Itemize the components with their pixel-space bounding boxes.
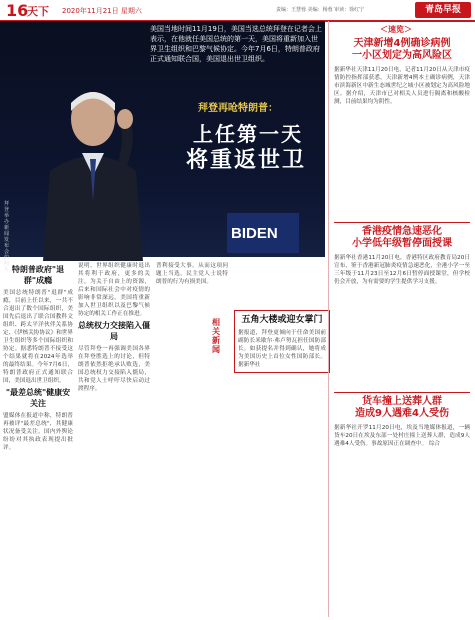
brief-headline-1: 天津新增4例确诊病例 一小区划定为高风险区	[352, 38, 452, 61]
brief-divider-1	[334, 222, 470, 223]
headline-kicker: 拜登再呛特朗普：	[198, 103, 278, 114]
body-text-3: 说明，世界组织健康时退出其将利于政府，更多的关注，为关于自由上的资源，后来和国际社会中对疫情的影响非常深远。美国将重新加入世卫组织以及巴黎气候协定的相关工作正在推进。	[78, 263, 150, 317]
photo-caption: 美国当地时间11月19日，美国当选总统拜登在记者会上表示，在他就任美国总统的第一天，美国将重新加入世界卫生组织和巴黎气候协定。今年7月6日，特朗普政府正式通知联合国，美国退出世卫组织。	[150, 25, 322, 63]
box-text: 据报道，拜登更倾向于任命美国前副防长米歇尔·弗卢努瓦担任国防部长。如获提名并得到确认，她将成为美国历史上首位女性国防部长。据新华社	[238, 330, 326, 368]
page-number: 16	[6, 1, 29, 20]
box-headline: 五角大楼或迎女掌门	[241, 315, 323, 325]
brief-text-1: 据新华社天津11月20日电，记者11月20日从天津市疫情防控指挥部获悉，天津新增4例本土确诊病例，天津市滨海新区中新生态城世纪之城小区被划定为高风险地区。据介绍，天津市已对相关人员进行隔离和核酸检测，目前结果均为阴性。	[334, 67, 470, 105]
section-heading: 特朗普政府"退群"成瘾	[11, 265, 65, 285]
article-column-1	[3, 262, 73, 617]
issue-date: 2020年11月21日 星期六	[62, 7, 142, 15]
brief-text-2: 据新华社香港11月20日电，香港特区政府教育局20日宣布，鉴于香港新冠肺炎疫情急速恶化，全港小学一至三年级于11月23日至12月6日暂停面授课堂，但学校仍会开放，为有需要的学生提供学习支援。	[334, 255, 470, 285]
section-heading-2: "最差总统"健康安关注	[5, 388, 71, 408]
page-header	[0, 0, 475, 22]
brief-text-3: 据新华社开罗11月20日电，埃及当地媒体报道，一辆货车20日在埃及东部一处村庄撞上送葬人群，造成9人遇难4人受伤。事故原因正在调查中。 综合	[334, 425, 470, 447]
campaign-sign	[227, 213, 299, 253]
newspaper-logo: 青岛早报	[415, 2, 471, 18]
body-text-2: 盟媒体在报道中称，特朗普再被评"最差总统"，其健康状况备受关注。国内外舆论纷纷对其执政表现提出批评。	[3, 413, 73, 451]
headline-line1: 上任第一天	[193, 122, 303, 146]
body-text-4: 尽管拜登一再强调美国各界在拜登胜选上的讨论，但特朗普依然拒绝承认败选，美国总统权力交接陷入僵局，共和党人士呼吁尽快启动过渡程序。	[78, 346, 150, 392]
headline-line2: 将重返世卫	[186, 148, 307, 173]
brief-section-tag: ＜速览＞	[380, 25, 412, 34]
section-name: 天下	[27, 5, 49, 18]
article-column-3	[156, 262, 228, 617]
sign-text: BIDEN	[231, 225, 278, 242]
lead-photo	[0, 21, 325, 273]
photo-credit-vertical: 拜登举办新闻发布会的照片。	[4, 201, 15, 273]
brief-headline-2: 香港疫情急速恶化 小学低年级暂停面授课	[352, 226, 452, 249]
related-news-tag: 相关新闻	[212, 318, 220, 354]
speaker-figure	[38, 81, 148, 261]
related-news-box	[234, 310, 330, 373]
brief-divider-2	[334, 392, 470, 393]
editor-credits: 责编：王慧蓉 美编：杨蓉 审读：徐红宁	[276, 7, 365, 13]
section-heading-3: 总统权力交接陷入僵局	[78, 321, 150, 341]
article-column-2	[78, 262, 150, 617]
column-divider	[328, 21, 329, 617]
brief-headline-3: 货车撞上送葬人群 造成9人遇难4人受伤	[355, 396, 449, 419]
body-text-5: 普利接受大事。从而这项问题上当选，民主党人士说特朗普的行为有损美国。	[156, 263, 228, 285]
body-text: 美国总统特朗普"退群"成瘾，目前上任以来，一共不合退出了数个国际组织，美国先后退出了联合国教科文组织、跨太平洋伙伴关系协定、《伊核关协协议》和世界卫生组织等多个国际组织和协定。据悉特朗普不接受这个结果就将在2024年选举的最终结果。今年7月6日，特朗普政府正式通知联合国，美国退出世卫组织。	[3, 290, 73, 384]
